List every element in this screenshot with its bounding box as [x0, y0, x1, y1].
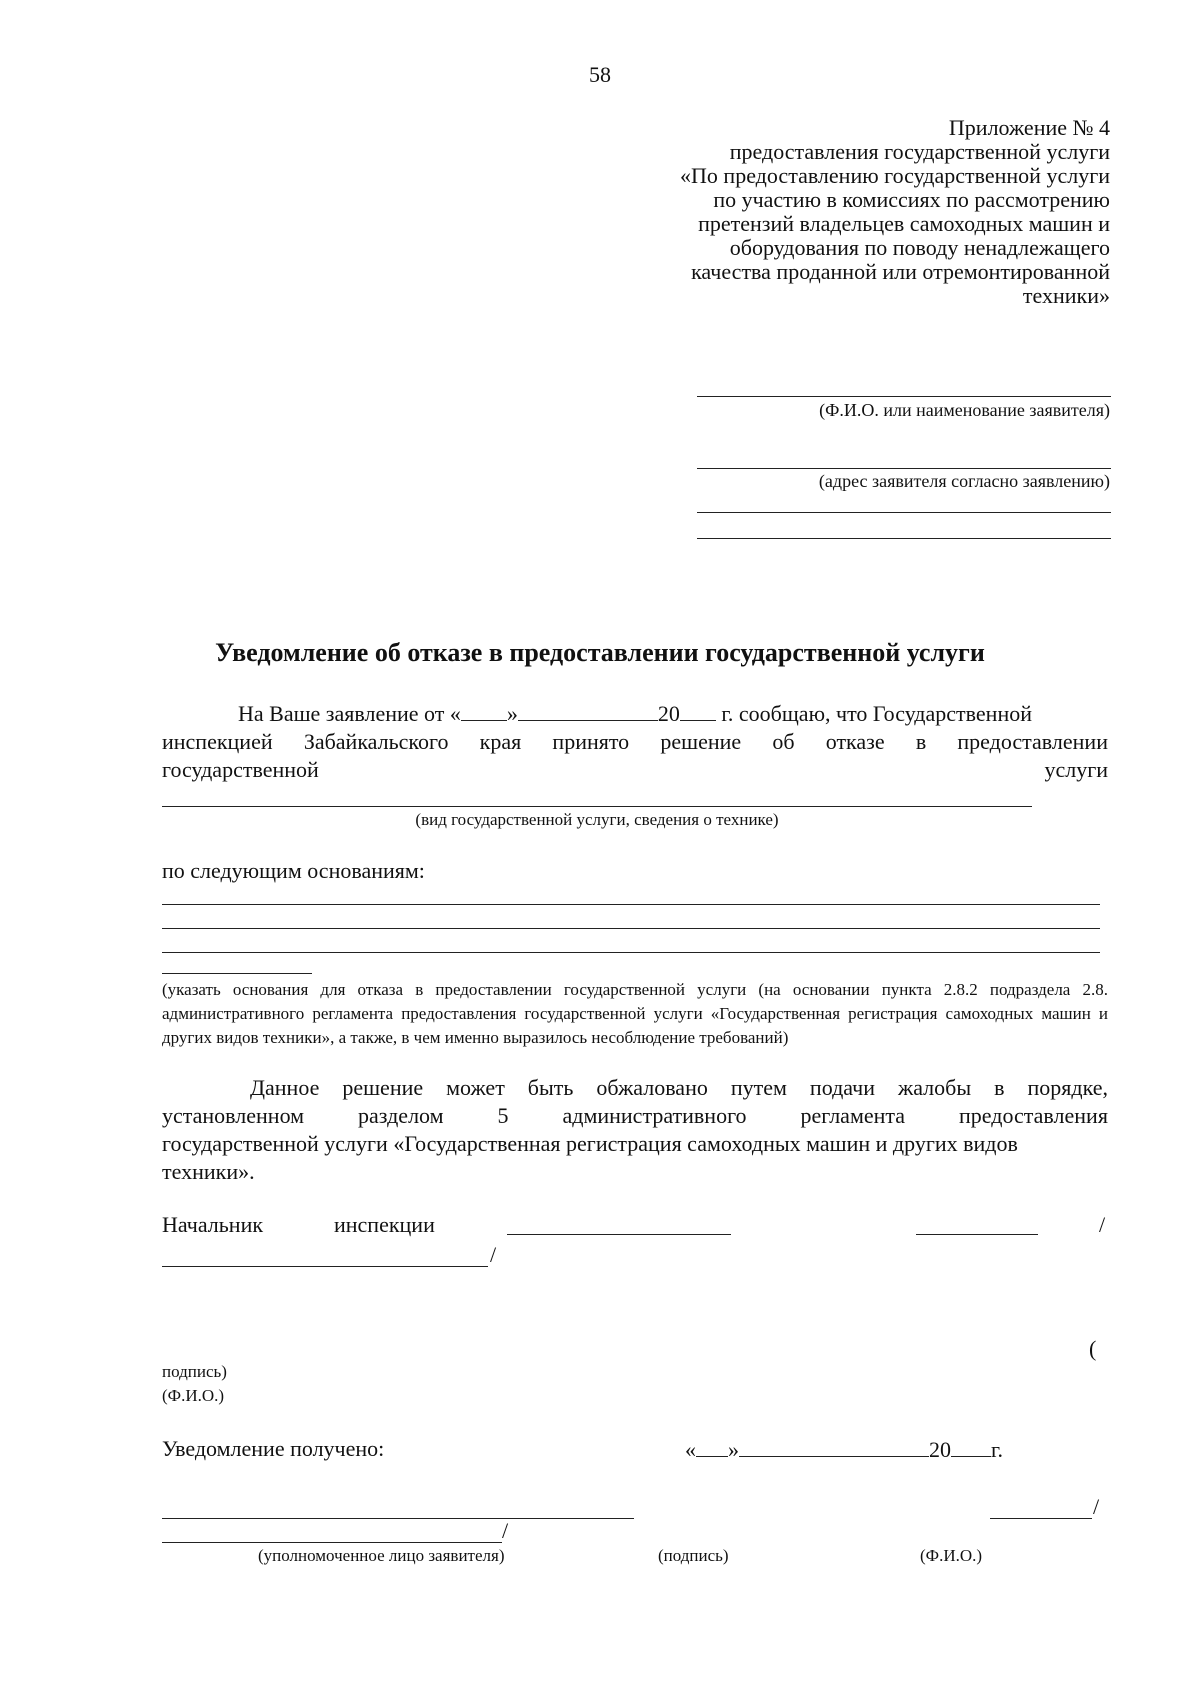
applicant-address-caption: (адрес заявителя согласно заявлению)	[818, 471, 1110, 491]
grounds-line	[162, 904, 1100, 905]
month-blank	[518, 700, 658, 721]
signature-line	[507, 1234, 731, 1235]
received-label: Уведомление получено:	[162, 1436, 385, 1461]
service-caption: (вид государственной услуги, сведения о технике)	[415, 810, 779, 829]
appeal-paragraph	[162, 1074, 1108, 1186]
appeal-word: регламента	[800, 1103, 906, 1128]
signature-caption-sign: подпись)	[162, 1362, 227, 1381]
received-month-blank	[739, 1436, 929, 1457]
signature-role-word: инспекции	[334, 1212, 435, 1237]
appeal-line-4: техники».	[162, 1159, 255, 1184]
intro-line-3	[162, 756, 1108, 784]
received-person-line-2	[162, 1542, 502, 1543]
received-person-line	[162, 1518, 634, 1519]
intro-word: об	[772, 729, 795, 754]
intro-word: решение	[660, 729, 742, 754]
intro-line-2	[162, 728, 1108, 756]
intro-word: отказе	[825, 729, 885, 754]
received-caption-sign: (подпись)	[658, 1546, 729, 1565]
received-slash: /	[502, 1518, 509, 1543]
appeal-word: разделом	[358, 1103, 444, 1128]
appeal-line-1	[162, 1074, 1108, 1102]
intro-word: государственной	[162, 757, 319, 782]
grounds-note-rule	[162, 973, 312, 974]
grounds-line	[162, 928, 1100, 929]
intro-word: в	[915, 729, 927, 754]
intro-word: инспекцией	[162, 729, 273, 754]
appeal-word: административного	[562, 1103, 747, 1128]
received-slash: /	[1093, 1494, 1100, 1519]
appendix-line: по участию в комиссиях по рассмотрению	[713, 187, 1110, 212]
grounds-label: по следующим основаниям:	[162, 858, 425, 883]
appeal-word: предоставления	[959, 1103, 1108, 1128]
grounds-note: (указать основания для отказа в предоставлении государственной услуги (на основании пункта 2.8.2 подраздела 2.8. административного регламента предоставления государственной услуги «Государственная регистрация самоходных машин и других видов техники», а также, в чем именно выразилось несоблюдение требований)	[162, 980, 1108, 1047]
year-blank	[680, 700, 716, 721]
applicant-name-line	[697, 396, 1111, 397]
appendix-line: Приложение № 4	[948, 115, 1110, 140]
received-year-suffix: г.	[991, 1437, 1004, 1462]
applicant-address-line	[697, 468, 1111, 469]
appendix-line: предоставления государственной услуги	[729, 139, 1110, 164]
document-title: Уведомление об отказе в предоставлении государственной услуги	[215, 638, 985, 667]
intro-line-1	[162, 700, 1108, 728]
appendix-line: «По предоставлению государственной услуги	[680, 163, 1110, 188]
received-year-prefix: 20	[929, 1437, 951, 1462]
intro-word: предоставлении	[957, 729, 1108, 754]
received-caption-person: (уполномоченное лицо заявителя)	[258, 1546, 505, 1565]
signature-slash: /	[490, 1242, 497, 1267]
appendix-header	[640, 116, 1110, 308]
appeal-line-3: государственной услуги «Государственная регистрация самоходных машин и других видов	[162, 1131, 1018, 1156]
intro-text: г. сообщаю, что Государственной	[721, 701, 1032, 726]
applicant-name-caption: (Ф.И.О. или наименование заявителя)	[819, 400, 1110, 420]
appendix-line: оборудования по поводу ненадлежащего	[729, 235, 1110, 260]
applicant-address-line-3	[697, 538, 1111, 539]
appendix-line: претензий владельцев самоходных машин и	[698, 211, 1110, 236]
intro-text: На Ваше заявление от «	[238, 701, 461, 726]
applicant-address-line-2	[697, 512, 1111, 513]
page-number: 58	[589, 62, 611, 87]
grounds-line	[162, 952, 1100, 953]
appeal-line-2	[162, 1102, 1108, 1130]
signature-slash: /	[1099, 1212, 1106, 1237]
received-year-blank	[951, 1436, 991, 1457]
intro-paragraph	[162, 700, 1108, 784]
signature-name-line-2	[162, 1266, 488, 1267]
appeal-text: Данное решение может быть обжаловано путем подачи жалобы в порядке,	[250, 1075, 1108, 1100]
signature-caption-name: (Ф.И.О.)	[162, 1386, 225, 1405]
received-caption-name: (Ф.И.О.)	[920, 1546, 983, 1565]
appeal-word: установленном	[162, 1103, 305, 1128]
day-blank	[461, 700, 507, 721]
intro-word: услуги	[1044, 757, 1108, 782]
intro-text: 20	[657, 701, 680, 726]
appendix-line: техники»	[1022, 283, 1110, 308]
received-name-line	[990, 1518, 1092, 1519]
intro-word: принято	[552, 729, 630, 754]
appeal-word: 5	[497, 1103, 509, 1128]
service-line	[162, 806, 1032, 807]
received-date	[685, 1436, 1003, 1463]
signature-role-word: Начальник	[162, 1212, 264, 1237]
received-day-blank	[696, 1436, 728, 1457]
intro-text: »	[506, 701, 518, 726]
signature-name-line	[916, 1234, 1038, 1235]
intro-word: края	[479, 729, 522, 754]
signature-open-paren: (	[1089, 1336, 1097, 1361]
intro-word: Забайкальского	[303, 729, 449, 754]
received-quote-close: »	[728, 1437, 739, 1462]
appendix-line: качества проданной или отремонтированной	[691, 259, 1110, 284]
received-quote-open: «	[685, 1437, 696, 1462]
